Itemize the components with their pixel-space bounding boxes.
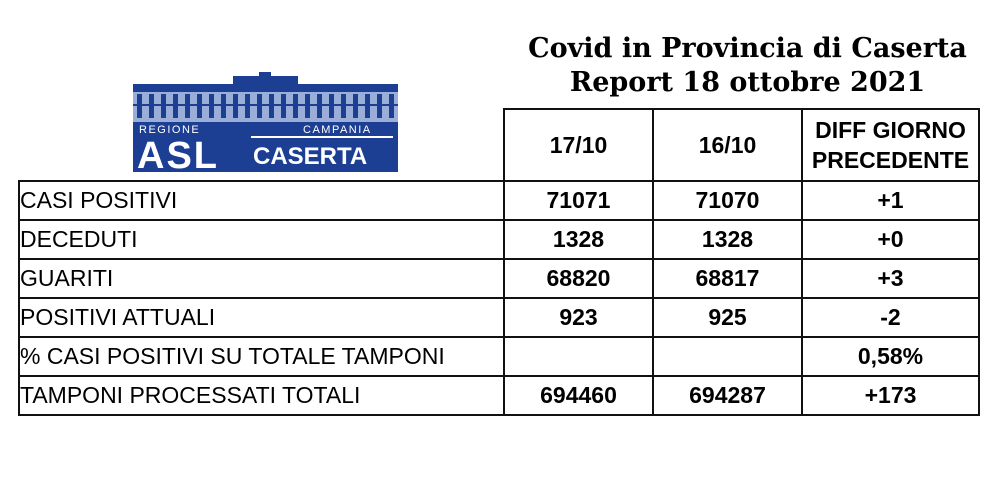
header-diff-line-1: DIFF GIORNO (815, 117, 966, 143)
header-date-2: 16/10 (653, 109, 802, 181)
row-diff: +173 (802, 376, 979, 415)
header-diff (802, 109, 979, 181)
row-label: DECEDUTI (19, 220, 504, 259)
row-diff: 0,58% (802, 337, 979, 376)
row-value-1: 71071 (504, 181, 653, 220)
row-label: GUARITI (19, 259, 504, 298)
report-title (510, 32, 985, 100)
row-value-2: 694287 (653, 376, 802, 415)
logo-caserta-text: CASERTA (253, 143, 368, 170)
row-label: POSITIVI ATTUALI (19, 298, 504, 337)
logo-asl-text: ASL (137, 135, 219, 172)
table-row (19, 220, 979, 259)
table-header-row (19, 109, 979, 181)
table-row (19, 337, 979, 376)
row-value-2 (653, 337, 802, 376)
row-diff: +0 (802, 220, 979, 259)
row-value-1 (504, 337, 653, 376)
table-row (19, 259, 979, 298)
title-line-1: Covid in Provincia di Caserta (528, 33, 967, 64)
header-date-1: 17/10 (504, 109, 653, 181)
row-value-1: 1328 (504, 220, 653, 259)
row-value-2: 925 (653, 298, 802, 337)
table-row (19, 298, 979, 337)
header-empty-cell (19, 109, 504, 181)
row-label: TAMPONI PROCESSATI TOTALI (19, 376, 504, 415)
title-line-2: Report 18 ottobre 2021 (569, 67, 926, 98)
row-label: % CASI POSITIVI SU TOTALE TAMPONI (19, 337, 504, 376)
row-value-1: 68820 (504, 259, 653, 298)
table-row (19, 181, 979, 220)
row-value-2: 71070 (653, 181, 802, 220)
logo-region-text: REGIONE (139, 124, 201, 136)
row-diff: +3 (802, 259, 979, 298)
header-diff-line-2: PRECEDENTE (811, 147, 970, 173)
covid-report-table (18, 108, 980, 416)
row-value-2: 1328 (653, 220, 802, 259)
row-diff: +1 (802, 181, 979, 220)
row-diff: -2 (802, 298, 979, 337)
logo-campania-text: CAMPANIA (303, 124, 372, 136)
table-row (19, 376, 979, 415)
row-value-1: 694460 (504, 376, 653, 415)
row-value-1: 923 (504, 298, 653, 337)
row-label: CASI POSITIVI (19, 181, 504, 220)
row-value-2: 68817 (653, 259, 802, 298)
